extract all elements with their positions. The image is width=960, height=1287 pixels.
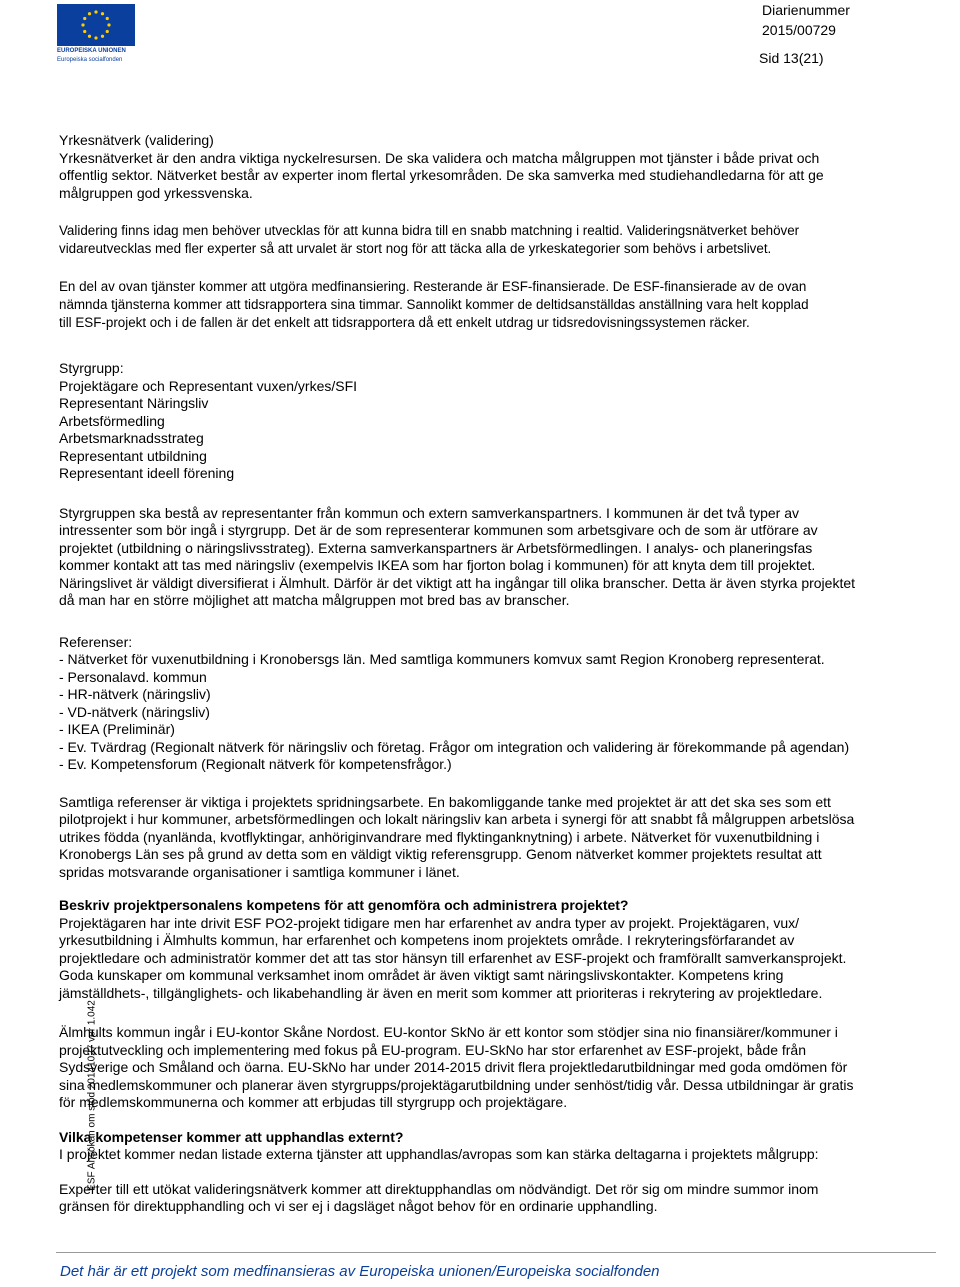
paragraph-block [59, 1024, 949, 1112]
text-line: Representant Näringsliv [59, 395, 209, 411]
diarienummer-label: Diarienummer [762, 2, 850, 18]
text-line: då man har en större möjlighet att matcha målgruppen mot bred bas av branscher. [59, 592, 570, 608]
text-line: Älmhults kommun ingår i EU-kontor Skåne Nordost. EU-kontor SkNo är ett kontor som stödjer sina nio finansiärer/kommuner i [59, 1024, 838, 1040]
footer-divider [56, 1252, 936, 1253]
text-line: - Ev. Tvärdrag (Regionalt nätverk för näringsliv och företag. Frågor om integration och validering är förekommande på agendan) [59, 738, 850, 755]
paragraph-block [59, 1181, 949, 1216]
text-line: Experter till ett utökat valideringsnätverk kommer att direktupphandlas om nödvändigt. Det rör sig om mindre summor inom [59, 1180, 819, 1197]
side-version-text: ESF Ansökan om stöd 20141027 ver 1.042 [86, 1000, 98, 1191]
text-line: utrikes födda (nyanlända, kvotflyktingar, anhöriginvandrare med flyktinganknytning) i arbete. Nätverket för vuxenutbildning i [59, 828, 820, 845]
text-line: - VD-nätverk (näringsliv) [59, 703, 210, 720]
text-line: jämställdhets-, tillgänglighets- och likabehandling är även en merit som kommer att prioriteras i rekrytering av projektledare. [59, 984, 823, 1001]
text-line: nämnda tjänsterna kommer att tidsrapportera sina timmar. Sannolikt kommer de deltidsanställdas anställning vara helt kopplad [59, 297, 809, 312]
diarienummer-value: 2015/00729 [762, 22, 836, 38]
text-line: målgruppen god yrkessvenska. [59, 184, 253, 201]
paragraph-block [59, 132, 949, 202]
document-body [59, 132, 949, 1216]
paragraph-block [59, 1129, 949, 1164]
logo-text-line2: Europeiska socialfonden [57, 57, 123, 63]
section-heading: Beskriv projektpersonalens kompetens för att genomföra och administrera projektet? [59, 897, 629, 913]
text-line: sina medlemskommuner och planerar även styrgrupps/projektägarutbildning under senhöst/tidig vår. Dessa utbildningar är gratis [59, 1076, 854, 1093]
text-line: I projektet kommer nedan listade externa tjänster att upphandlas/avropas som kan stärka deltagarna i projektets målgrupp: [59, 1146, 819, 1162]
text-line: Arbetsmarknadsstrateg [59, 430, 204, 446]
text-line: intressenter som bör ingå i styrgrupp. Det är de som representerar kommunen som arbetsgivare och de som är utförare av [59, 522, 818, 538]
text-line: - Ev. Kompetensforum (Regionalt nätverk för kompetensfrågor.) [59, 756, 452, 772]
text-line: offentlig sektor. Nätverket består av experter inom flertal yrkesområden. De ska samverka med studiehandledarna för att ge [59, 167, 824, 183]
paragraph-block [59, 634, 949, 774]
text-line: Representant ideell förening [59, 465, 235, 481]
page-number: Sid 13(21) [759, 50, 824, 66]
paragraph-block [59, 794, 949, 882]
text-line: projektledare och administratör kommer det att tas stor hänsyn till erfarenhet av ESF-projekt och framförallt samverkansprojekt. [59, 949, 847, 966]
text-line: Arbetsförmedling [59, 412, 165, 429]
text-line: yrkesutbildning i Älmhults kommun, har erfarenhet och kompetens inom projektets område. I rekryteringsförfarandet av [59, 932, 795, 948]
text-line: spridas motsvarande organisationer i samtliga kommuner i länet. [59, 863, 460, 880]
text-line: projektutveckling och implementering med fokus på EU-program. EU-SkNo har stor erfarenhet av ESF-projekt, både från [59, 1041, 807, 1058]
text-line: Projektägare och Representant vuxen/yrkes/SFI [59, 377, 358, 394]
text-line: Projektägaren har inte drivit ESF PO2-projekt tidigare men har erfarenhet av andra typer av projekt. Projektägaren, vux/ [59, 914, 800, 931]
paragraph-block [59, 897, 949, 1002]
section-heading: Vilka kompetenser kommer att upphandlas externt? [59, 1128, 404, 1145]
text-line: gränsen för direktupphandling och vi ser ej i dagsläget något behov för en ordinarie upphandling. [59, 1198, 658, 1214]
text-line: - IKEA (Preliminär) [59, 721, 175, 737]
text-line: Referenser: [59, 633, 133, 650]
paragraph-block [59, 222, 949, 258]
eu-flag-icon [57, 4, 135, 46]
text-line: för medlemskommunerna och kommer att erbjudas till styrgrupp och projektägare. [59, 1094, 568, 1110]
logo-text-line1: EUROPEISKA UNIONEN [57, 48, 126, 54]
eu-logo [57, 4, 135, 63]
text-line: Representant utbildning [59, 447, 207, 464]
text-line: - Personalavd. kommun [59, 668, 207, 685]
text-line: Styrgrupp: [59, 360, 124, 376]
text-line: kommer kontakt att tas med näringsliv (exempelvis IKEA som har fjorton bolag i kommunen) för att knyta dem till projektet. [59, 557, 816, 573]
paragraph-block [59, 505, 949, 610]
text-line: Kronobergs Län ses på grund av detta som en väldigt viktig referensgrupp. Genom nätverket kommer projektets resultat att [59, 846, 822, 862]
text-line: Näringslivet är väldigt diversifierat i Älmhult. Därför är det viktigt att ha ingångar till olika branscher. Detta är även styrka projektet [59, 574, 856, 591]
text-line: Samtliga referenser är viktiga i projektets spridningsarbete. En bakomliggande tanke med projektet är att det ska ses som ett [59, 793, 831, 810]
footer-text: Det här är ett projekt som medfinansieras av Europeiska unionen/Europeiska socialfonden [60, 1263, 660, 1280]
paragraph-block [59, 360, 949, 483]
diarienummer-block [762, 0, 850, 40]
text-line: vidareutvecklas med fler experter så att urvalet är stort nog för att täcka alla de yrkeskategorier som behövs i arbetslivet. [59, 241, 772, 256]
text-line: - Nätverket för vuxenutbildning i Kronobersgs län. Med samtliga kommuners komvux samt Region Kronoberg representerat. [59, 651, 825, 667]
text-line: projektet (utbildning o näringslivsstrateg). Externa samverkanspartners är Arbetsförmedlingen. I analys- och planeringsfas [59, 539, 813, 556]
text-line: - HR-nätverk (näringsliv) [59, 686, 211, 702]
text-line: till ESF-projekt och i de fallen är det enkelt att tidsrapportera då ett enkelt utdrag ur tidsredovisningssystemen räcker. [59, 315, 750, 330]
text-line: Goda kunskaper om kommunal verksamhet inom området är även viktigt samt näringslivskontakter. Kompetens kring [59, 967, 784, 983]
text-line: Sydsverige och Småland och öarna. EU-SkNo har under 2014-2015 drivit flera projektledarutbildningar med goda omdömen för [59, 1059, 848, 1075]
text-line: Validering finns idag men behöver utvecklas för att kunna bidra till en snabb matchning i realtid. Valideringsnätverket behöver [59, 223, 800, 238]
paragraph-block [59, 278, 949, 332]
text-line: pilotprojekt i hur kommuner, arbetsförmedlingen och lokalt näringsliv kan arbeta i synergi för att snabbt få målgruppen arbetslösa [59, 811, 855, 827]
text-line: Styrgruppen ska bestå av representanter från kommun och extern samverkanspartners. I kommunen är det två typer av [59, 504, 800, 521]
text-line: En del av ovan tjänster kommer att utgöra medfinansiering. Resterande är ESF-finansierade. De ESF-finansierade av de ovan [59, 279, 807, 294]
text-line: Yrkesnätverk (validering) [59, 132, 214, 148]
text-line: Yrkesnätverket är den andra viktiga nyckelresursen. De ska validera och matcha målgruppen mot tjänster i både privat och [59, 149, 820, 166]
